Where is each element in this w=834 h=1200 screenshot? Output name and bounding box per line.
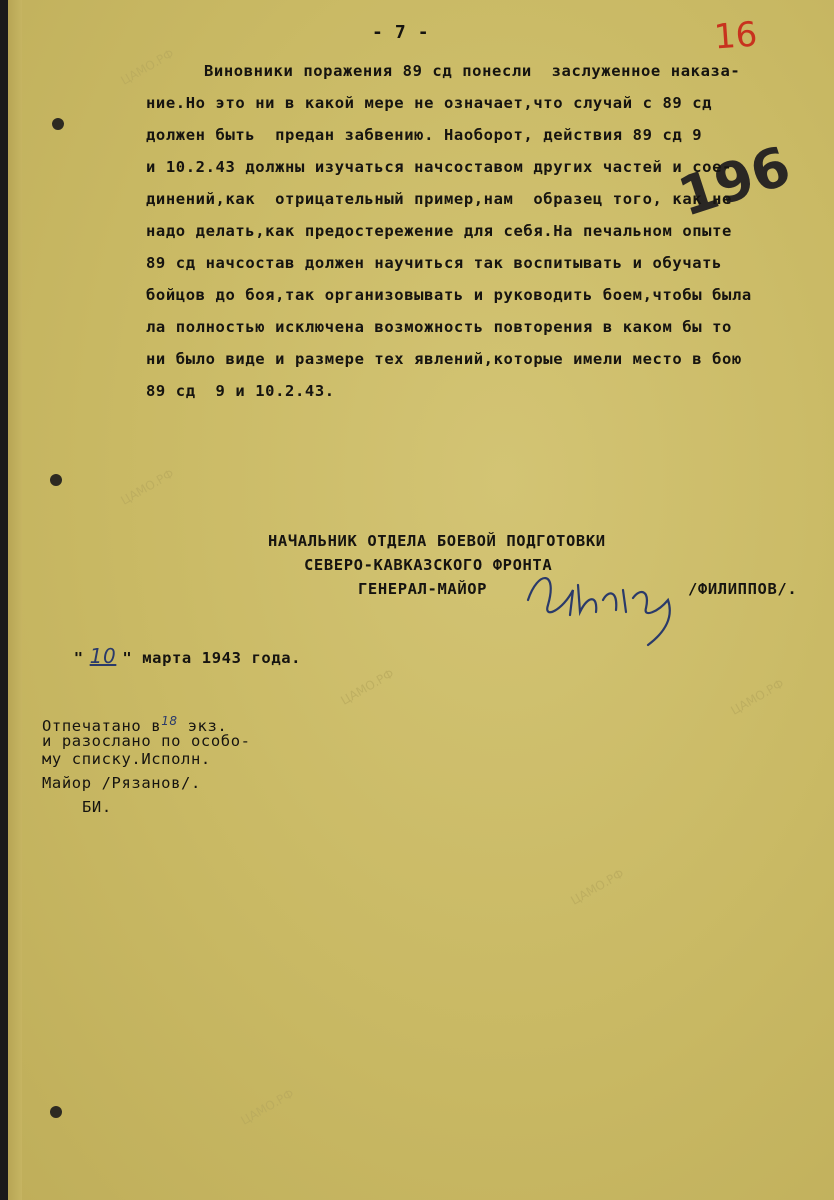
handwritten-signature (518, 560, 698, 650)
text-line: динений,как отрицательный пример,нам образец того, как не (146, 190, 732, 208)
distribution-line: му списку.Исполн. (42, 750, 211, 768)
punch-hole (50, 1106, 62, 1118)
watermark: ЦАМО.РФ (338, 666, 397, 708)
distribution-line: и разослано по особо- (42, 732, 251, 750)
text-line: ние.Но это ни в какой мере не означает,что случай с 89 сд (146, 94, 713, 112)
folio-stamp: 196 (671, 134, 798, 229)
text-line: и 10.2.43 должны изучаться начсоставом других частей и сое- (146, 158, 732, 176)
date-text: марта 1943 года. (142, 649, 302, 667)
punch-hole (50, 474, 62, 486)
signer-position: НАЧАЛЬНИК ОТДЕЛА БОЕВОЙ ПОДГОТОВКИ (268, 532, 606, 550)
text-line: бойцов до боя,так организовывать и руководить боем,чтобы была (146, 286, 752, 304)
text-line: Виновники поражения 89 сд понесли заслуженное наказа- (204, 62, 741, 80)
printed-label: Отпечатано в (42, 717, 162, 736)
copies-count: 18 (161, 714, 178, 728)
signer-front: СЕВЕРО-КАВКАЗСКОГО ФРОНТА (304, 556, 553, 574)
text-line: надо делать,как предостережение для себя.На печальном опыте (146, 222, 732, 240)
date-quote-close: " (122, 649, 133, 667)
page-edge-shadow (8, 0, 22, 1200)
document-date (34, 626, 301, 686)
watermark: ЦАМО.РФ (568, 866, 627, 908)
executor-line: Майор /Рязанов/. (42, 774, 201, 792)
text-line: ни было виде и размере тех явлений,которые имели место в бою (146, 350, 742, 368)
date-quote-open: " (73, 649, 84, 667)
watermark: ЦАМО.РФ (728, 676, 787, 718)
copies-unit: экз. (177, 717, 228, 736)
punch-hole (52, 118, 64, 130)
page-number: - 7 - (372, 22, 430, 43)
text-line: ла полностью исключена возможность повторения в каком бы то (146, 318, 732, 336)
signer-rank: ГЕНЕРАЛ-МАЙОР (358, 580, 488, 598)
text-line: должен быть предан забвению. Наоборот, действия 89 сд 9 (146, 126, 703, 144)
signer-name: /ФИЛИППОВ/. (688, 580, 798, 598)
watermark: ЦАМО.РФ (118, 46, 177, 88)
watermark: ЦАМО.РФ (118, 466, 177, 508)
text-line: 89 сд 9 и 10.2.43. (146, 382, 335, 400)
typist-initials: БИ. (82, 798, 112, 816)
date-day: 10 (89, 644, 117, 668)
text-line: 89 сд начсостав должен научиться так воспитывать и обучать (146, 254, 723, 272)
watermark: ЦАМО.РФ (238, 1086, 297, 1128)
archive-number-mark: 16 (712, 14, 759, 58)
document-page (8, 0, 834, 1200)
